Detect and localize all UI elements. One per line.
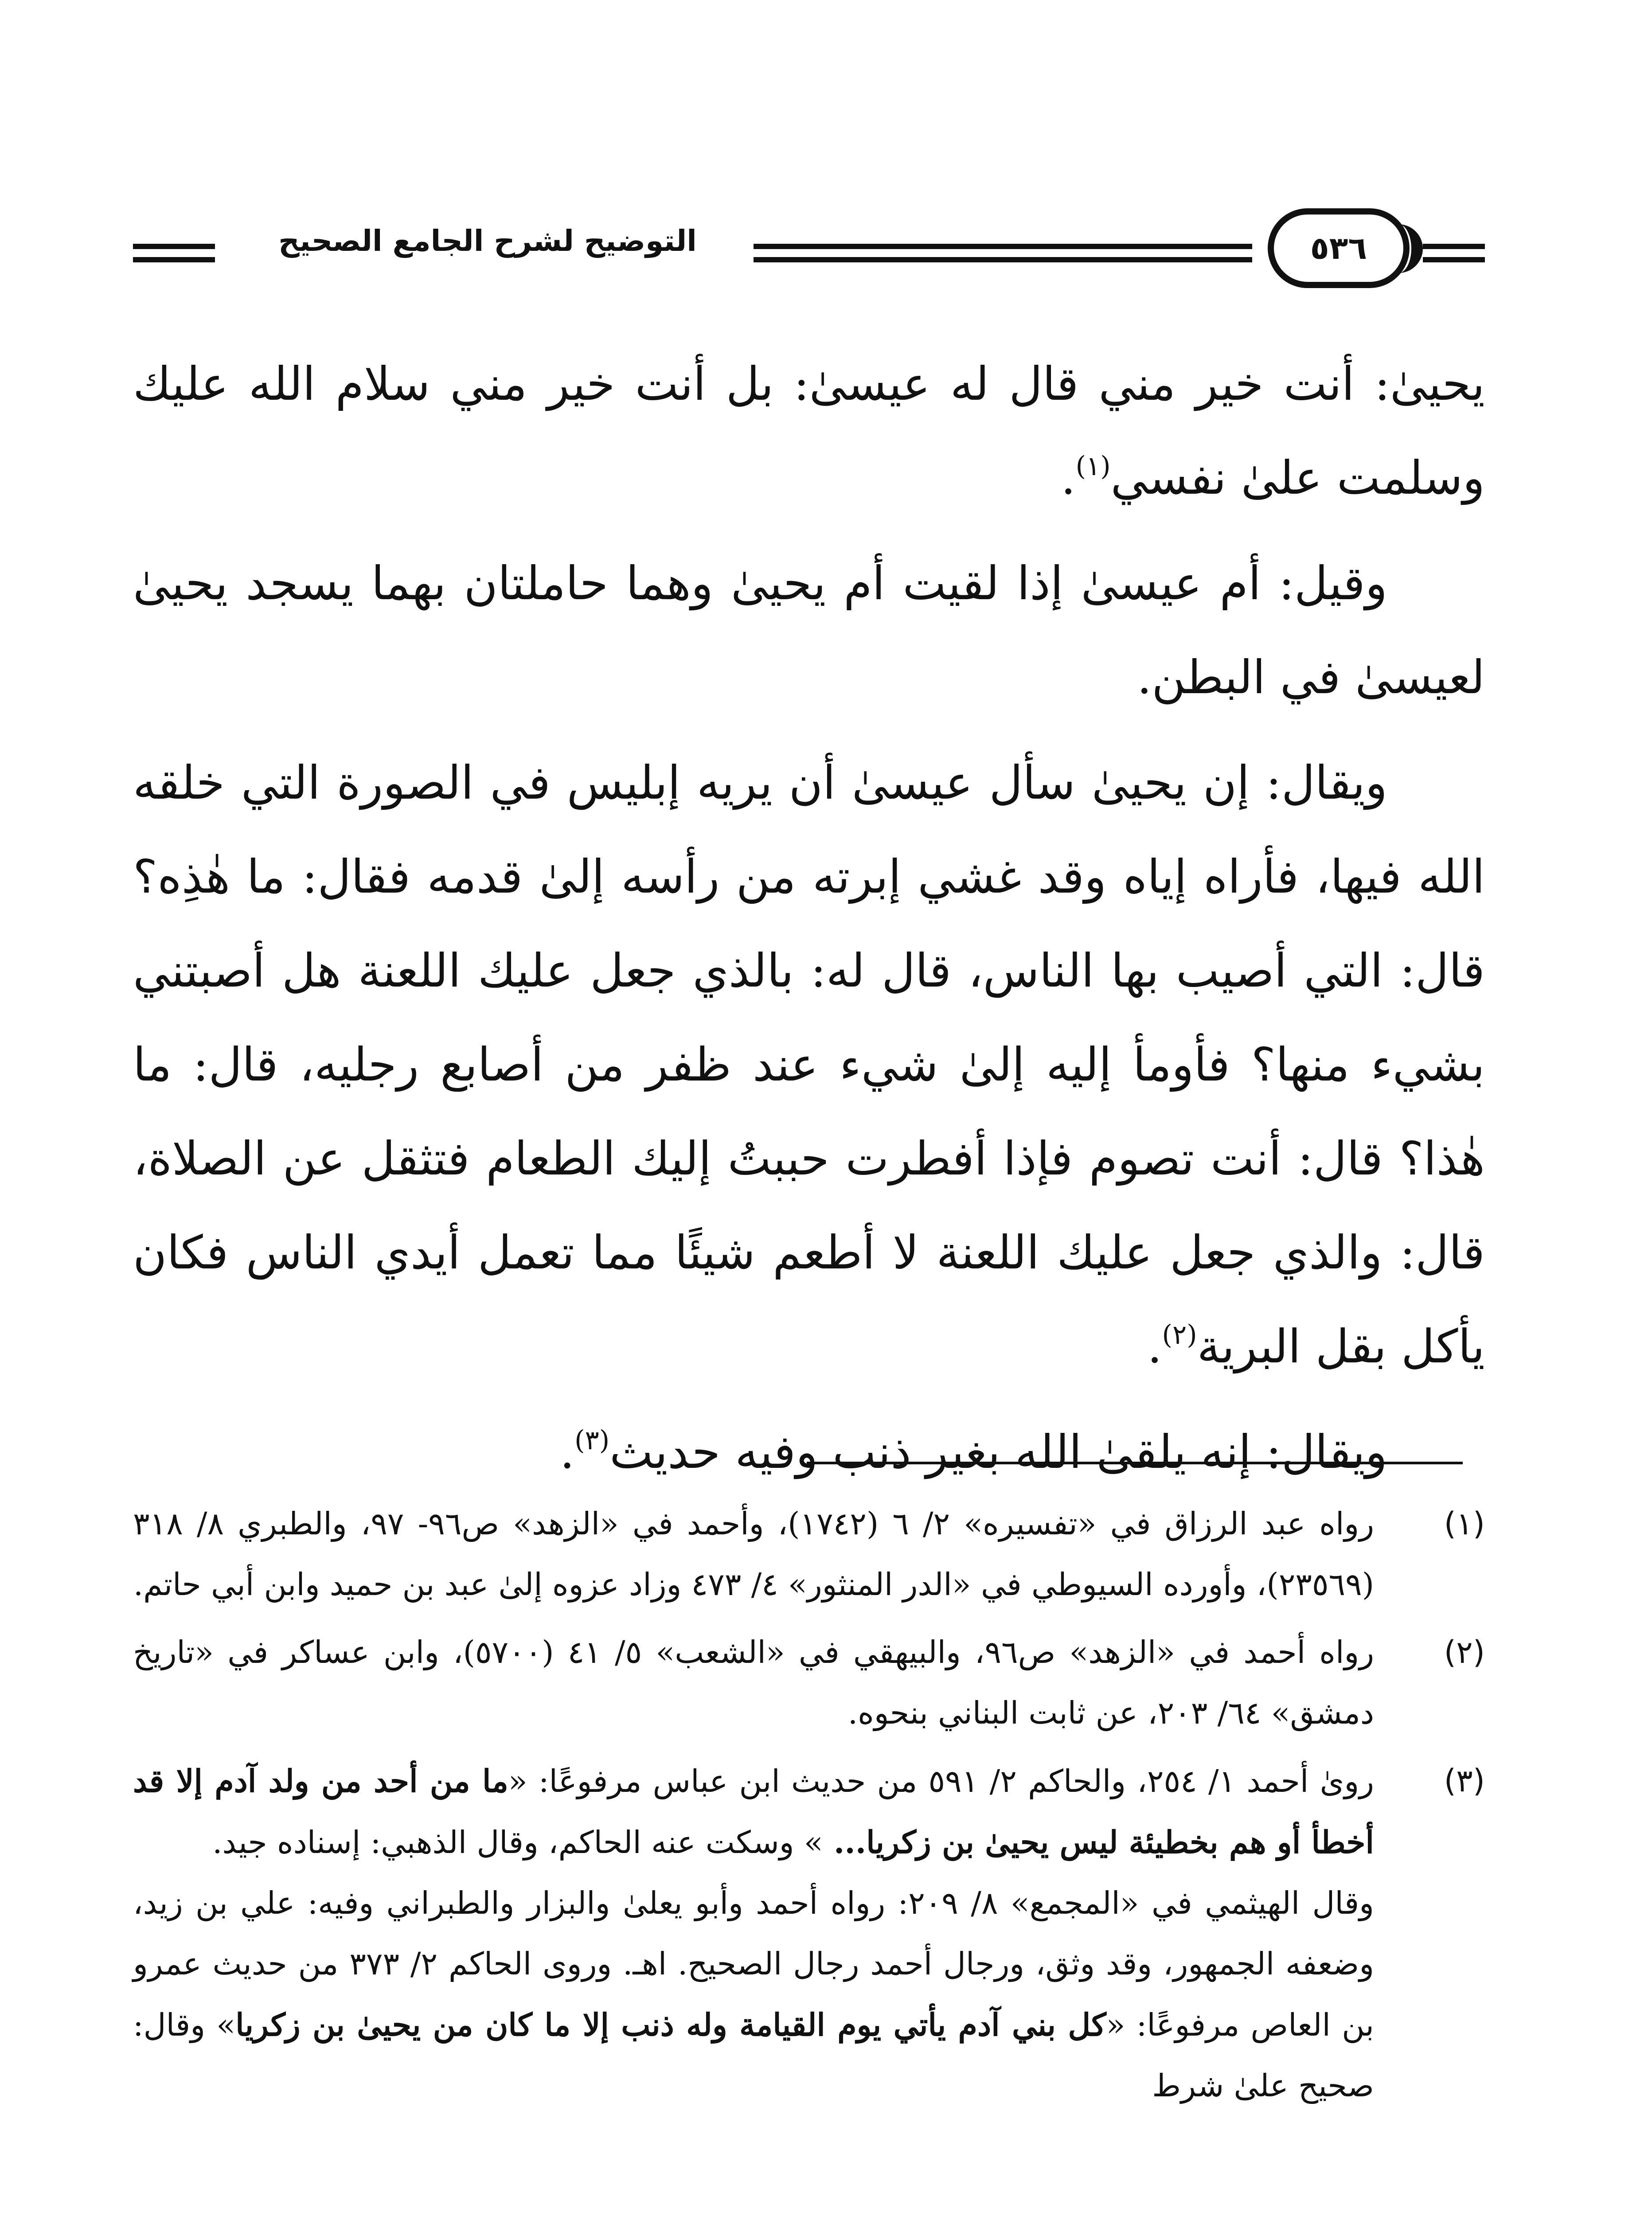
paragraph-3-end: . [1147, 1319, 1162, 1373]
paragraph-1-end: . [1061, 451, 1076, 505]
footnote-1-text: رواه عبد الرزاق في «تفسيره» ٢/ ٦ (١٧٤٢)، وأحمد في «الزهد» ص٩٦- ٩٧، والطبري ٨/ ٣١٨ (٢٣٥٦٩)، وأورده السيوطي في «الدر المنثور» ٤/ ٤٧٣ وزاد عزوه إلىٰ عبد بن حميد وابن أبي حاتم. [133, 1506, 1375, 1603]
footnote-3-text-a: رویٰ أحمد ١/ ٢٥٤، والحاكم ٢/ ٥٩١ من حديث ابن عباس مرفوعًا: « [508, 1763, 1374, 1799]
page-number: ٥٣٦ [1310, 230, 1367, 266]
footnote-1-number: (١) [1444, 1506, 1485, 1542]
footnote-2-number: (٢) [1444, 1634, 1485, 1670]
footnote-3-continuation [133, 1873, 1374, 2116]
footnote-2-text: رواه أحمد في «الزهد» ص٩٦، والبيهقي في «الشعب» ٥/ ٤١ (٥٧٠٠)، وابن عساكر في «تاريخ دمشق» ٦٤/ ٢٠٣، عن ثابت البناني بنحوه. [133, 1634, 1375, 1731]
paragraph-4-end: . [560, 1425, 575, 1479]
paragraph-4-text: ويقال: إنه يلقىٰ الله بغير ذنب وفيه حديث [609, 1425, 1387, 1479]
footnote-2 [133, 1622, 1485, 1744]
footnote-3-number: (٣) [1444, 1763, 1485, 1799]
paragraph-3 [133, 736, 1485, 1393]
footnote-3-text-d: » وقال: صحيح علىٰ شرط [133, 2007, 1374, 2104]
footnote-ref-1[interactable]: (١) [1075, 451, 1111, 482]
page-number-badge [1268, 208, 1410, 288]
paragraph-1 [133, 337, 1485, 525]
footnote-3-hadith-quote-2: كل بني آدم يأتي يوم القيامة وله ذنب إلا ما كان من يحيىٰ بن زكريا [235, 2006, 1106, 2043]
footnote-ref-2[interactable]: (٢) [1162, 1319, 1197, 1350]
footnotes [133, 1494, 1485, 2123]
footnote-3-text [133, 1751, 1374, 1873]
footnote-3-hadith-quote-1: ما من أحد من ولد آدم إلا قد أخطأ أو هم بخطيئة ليس يحيىٰ بن زكريا... [133, 1763, 1374, 1861]
paragraph-2: وقيل: أم عيسىٰ إذا لقيت أم يحيىٰ وهما حاملتان بهما يسجد يحيىٰ لعيسىٰ في البطن. [133, 556, 1485, 704]
header-rule-left [133, 244, 215, 262]
header-rule-right [1423, 244, 1485, 262]
running-title: التوضيح لشرح الجامع الصحيح [278, 224, 697, 258]
header-rule-middle [754, 244, 1252, 262]
footnote-3 [133, 1751, 1485, 2116]
paragraph-3-text: ويقال: إن يحيىٰ سأل عيسىٰ أن يريه إبليس في الصورة التي خلقه الله فيها، فأراه إياه وقد غشي إبرته من رأسه إلىٰ قدمه فقال: ما هٰذِه؟ قال: التي أصيب بها الناس، قال له: بالذي جعل عليك اللعنة هل أصبتني بشيء منها؟ فأومأ إليه إلىٰ شيء عند ظفر من أصابع رجليه، قال: ما هٰذا؟ قال: أنت تصوم فإذا أفطرت حببتُ إليك الطعام فتثقل عن الصلاة، قال: والذي جعل عليك اللعنة لا أطعم شيئًا مما تعمل أيدي الناس فكان يأكل بقل البرية [133, 756, 1485, 1373]
footnote-3-text-b: » وسكت عنه الحاكم، وقال الذهبي: إسناده جيد. [212, 1824, 823, 1861]
footnote-separator [807, 1462, 1463, 1464]
footnote-ref-3[interactable]: (٣) [574, 1425, 610, 1456]
paragraph-4 [133, 1405, 1485, 1499]
footnote-1 [133, 1494, 1485, 1615]
running-header [0, 195, 1652, 328]
paragraph-1-text: يحيىٰ: أنت خير مني قال له عيسىٰ: بل أنت خير مني سلام الله عليك وسلمت علىٰ نفسي [133, 357, 1485, 505]
main-text [133, 337, 1485, 1510]
footnote-3-text-c: وقال الهيثمي في «المجمع» ٨/ ٢٠٩: رواه أحمد وأبو يعلىٰ والبزار والطبراني وفيه: علي بن زيد، وضعفه الجمهور، وقد وثق، ورجال أحمد رجال الصحيح. اهـ. وروى الحاكم ٢/ ٣٧٣ من حديث عمرو بن العاص مرفوعًا: « [133, 1885, 1374, 2043]
